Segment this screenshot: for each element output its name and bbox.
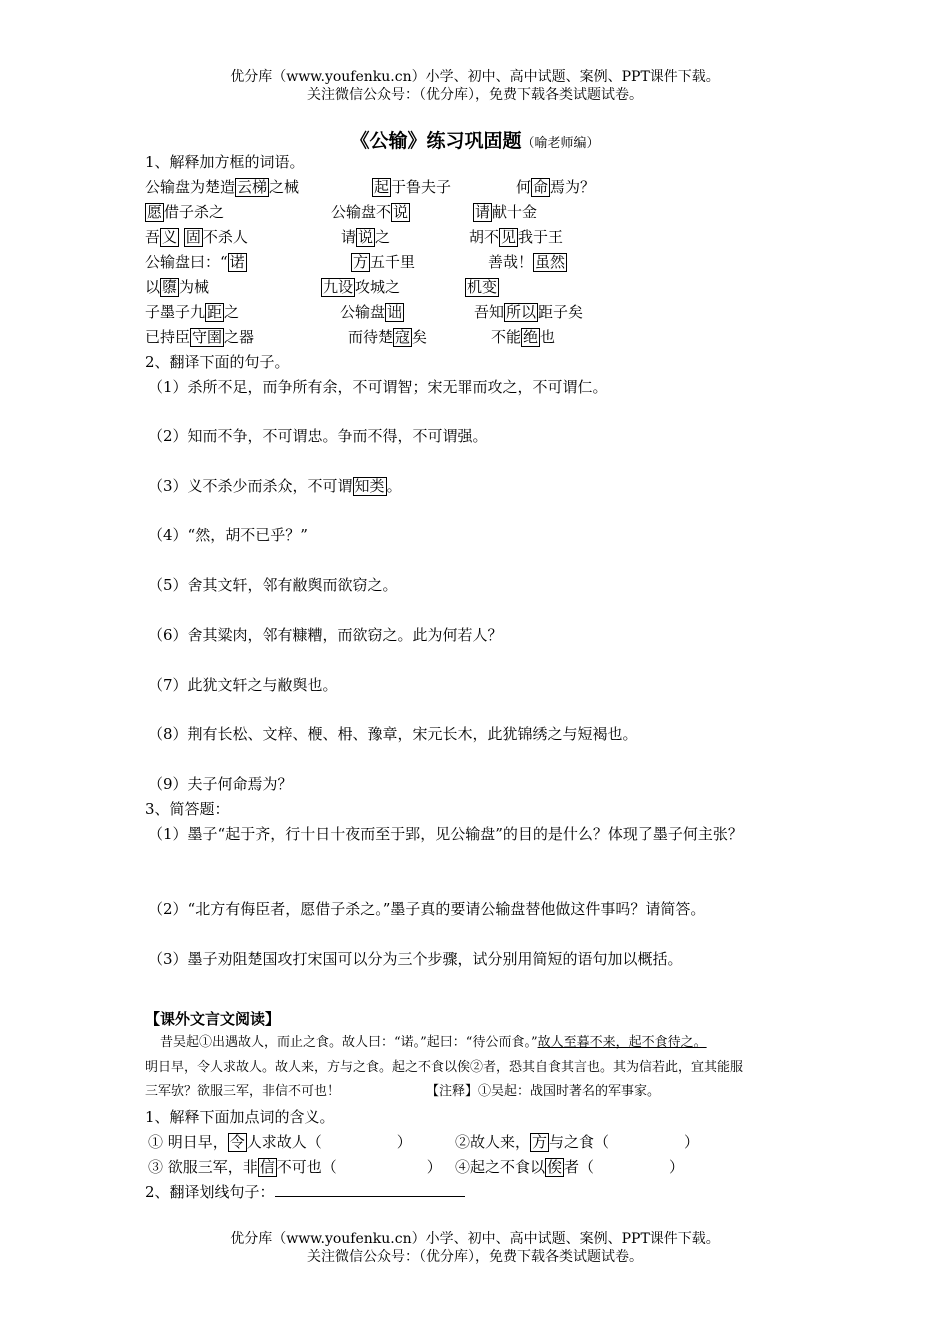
page-header-line1: 优分库（www.youfenku.cn）小学、初中、高中试题、案例、PPT课件下载。 [230,69,720,85]
q1-item: 吾 义 固 不杀人 [145,228,248,246]
title-author: （喻老师编） [521,136,600,151]
reading-heading: 【课外文言文阅读】 [145,1010,281,1028]
q1-item: 以 隳 为械 [145,278,210,296]
reading-paragraph: 明日早，令人求故人。故人来，方与之食。起之不食以俟②者，恐其自食其言也。其为信若此，宜其能服 [145,1060,744,1075]
page-footer-line2: 关注微信公众号：（优分库），免费下载各类试题试卷。 [307,1249,643,1265]
q1-heading: 1、解释加方框的词语。 [145,153,305,171]
q2-sentence: （2）知而不争，不可谓忠。争而不得，不可谓强。 [148,427,488,445]
q1-item: 公输盘 诎 [340,303,403,321]
reading-note: 【注释】①吴起：战国时著名的军事家。 [426,1084,661,1099]
q1-item: 请 说 之 [341,228,391,246]
title-main: 《公输》练习巩固题 [350,130,522,152]
q2-sentence: （9）夫子何命焉为？ [148,775,293,793]
q1-item: 吾知 所以 距子矣 [474,303,584,321]
page-header-line2: 关注微信公众号：（优分库），免费下载各类试题试卷。 [307,87,643,103]
q1-item: 公输盘不 说 [331,203,409,221]
q2-sentence: （1）杀所不足，而争所有余，不可谓智；宋无罪而攻之，不可谓仁。 [148,378,608,396]
reading-q1-item: ④起之不食以 俟 者（ ） [455,1158,685,1176]
q1-item: 而待楚 寇 矣 [348,328,428,346]
q1-item: 已持臣 守圉 之器 [145,328,255,346]
reading-q1-item: ③ 欲服三军，非 信 不可也（ ） [148,1158,442,1176]
q1-item: 九设 攻城之 [323,278,401,296]
q2-sentence: （7）此犹文轩之与敝舆也。 [148,676,338,694]
underlined-sentence: 故人至暮不来，起不食待之。 [537,1035,707,1050]
q2-sentence: （8）荆有长松、文梓、楩、枏、豫章，宋元长木，此犹锦绣之与短褐也。 [148,725,638,743]
q1-item: 机变 [467,278,498,296]
reading-q1-heading: 1、解释下面加点词的含义。 [145,1108,335,1126]
q2-heading: 2、翻译下面的句子。 [145,353,290,371]
q1-item: 方 五千里 [353,253,416,271]
q2-sentence: （6）舍其粱肉，邻有糠糟，而欲窃之。此为何若人？ [148,626,503,644]
page-footer-line1: 优分库（www.youfenku.cn）小学、初中、高中试题、案例、PPT课件下载。 [230,1231,720,1247]
q3-question: （1）墨子“起于齐，行十日十夜而至于郢，见公输盘”的目的是什么？体现了墨子何主张？ [148,825,743,843]
q3-question: （3）墨子劝阻楚国攻打宋国可以分为三个步骤，试分别用简短的语句加以概括。 [148,950,683,968]
reading-paragraph: 三军欤？欲服三军，非信不可也！ [145,1084,341,1099]
q2-sentence: （5）舍其文轩，邻有敝舆而欲窃之。 [148,576,398,594]
q2-sentence: （4）“然，胡不已乎？” [148,526,308,544]
q2-sentence: （3）义不杀少而杀众，不可谓 知类 。 [148,477,402,495]
reading-q2-heading: 2、翻译划线句子： [145,1182,465,1202]
q3-heading: 3、简答题： [145,800,230,818]
q1-item: 胡不 见 我于王 [469,228,564,246]
reading-paragraph: 昔吴起①出遇故人，而止之食。故人曰：“诺。”起曰：“待公而食。”故人至暮不来，起不食待之。 [160,1035,707,1050]
q3-question: （2）“北方有侮臣者，愿借子杀之。”墨子真的要请公输盘替他做这件事吗？请简答。 [148,900,706,918]
q1-item: 起 于鲁夫子 [374,178,452,196]
q1-item: 何 命 焉为？ [516,178,596,196]
q1-item: 善哉！ 虽然 [488,253,566,271]
q1-item: 公输盘曰：“ 诺 [145,253,245,271]
answer-blank[interactable] [275,1182,465,1197]
reading-q1-item: ②故人来， 方 与之食（ ） [455,1133,700,1151]
reading-q1-item: ① 明日早， 令 人求故人（ ） [148,1133,412,1151]
q1-item: 愿 借子杀之 [147,203,225,221]
q1-item: 不能 绝 也 [491,328,556,346]
q1-item: 请 献十金 [475,203,538,221]
q1-item: 子墨子九 距 之 [145,303,240,321]
page-title [0,126,950,153]
q1-item: 公输盘为楚造 云梯 之械 [145,178,300,196]
